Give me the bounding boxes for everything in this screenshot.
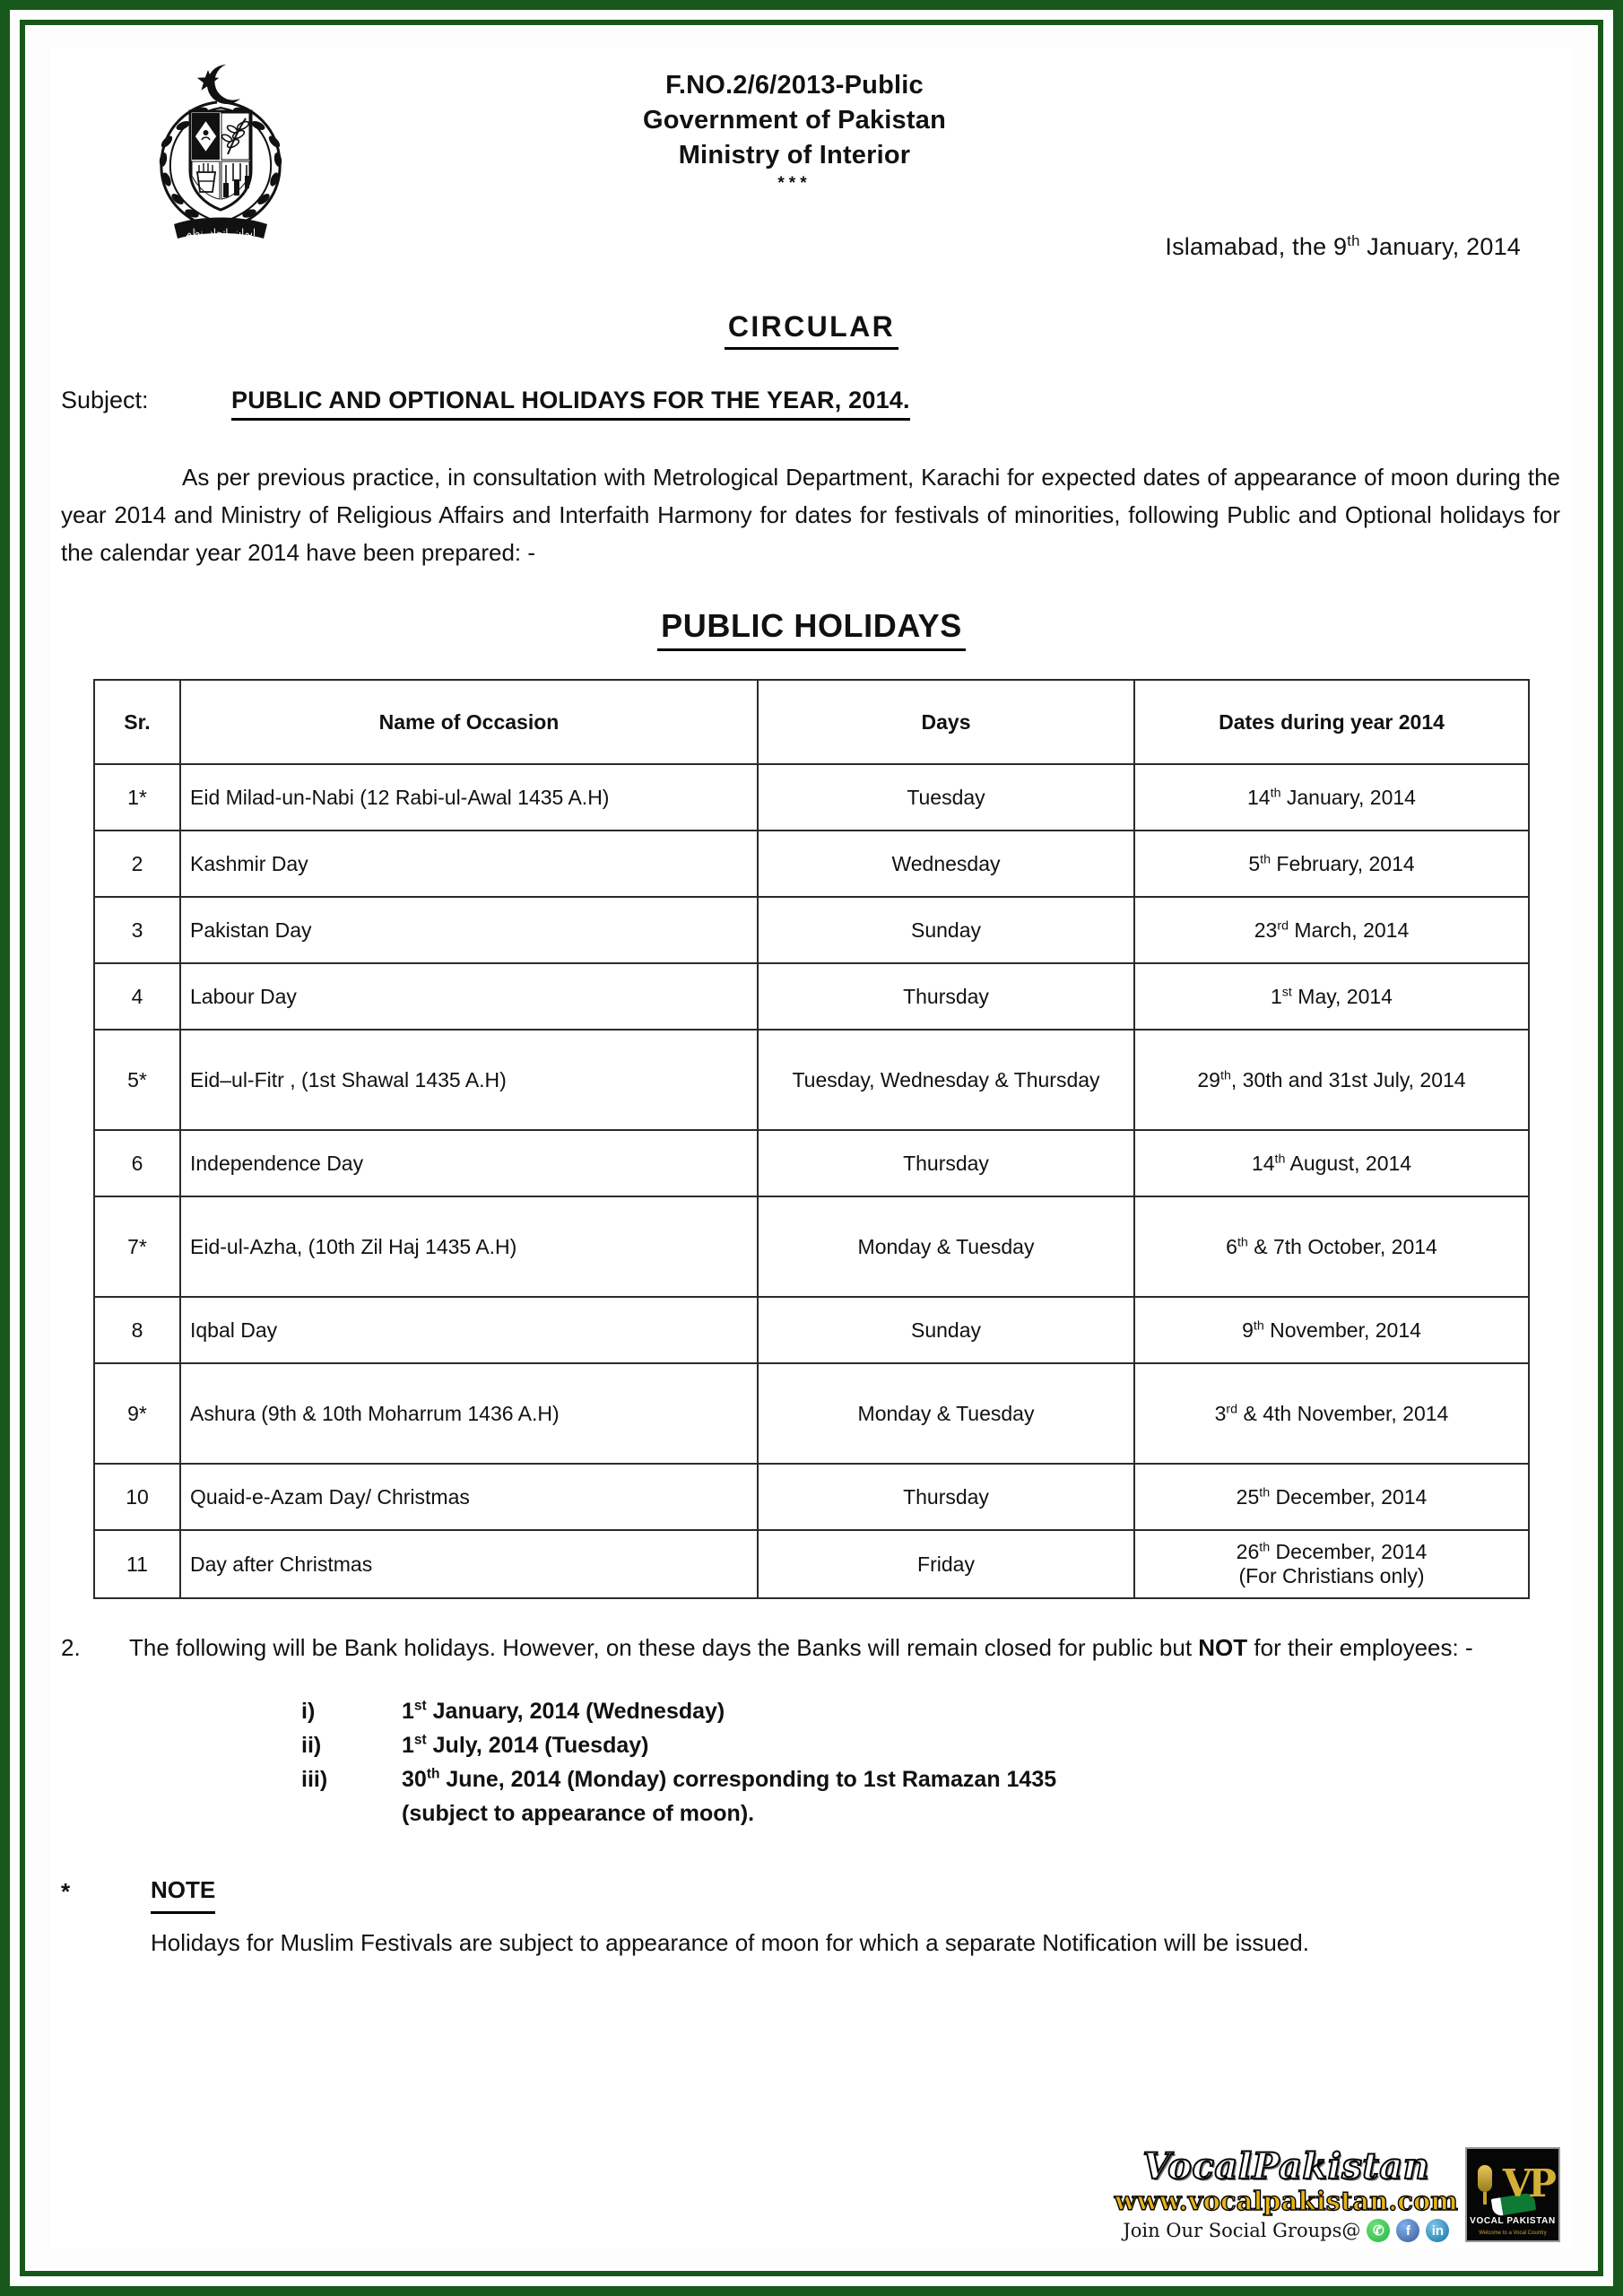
column-header-dates: Dates during year 2014 <box>1134 680 1529 764</box>
cell-date: 29th, 30th and 31st July, 2014 <box>1134 1030 1529 1130</box>
bank-holidays-list <box>50 1694 1573 1831</box>
subject-row <box>50 387 1573 421</box>
table-header-row <box>94 680 1529 764</box>
cell-occasion: Iqbal Day <box>180 1297 758 1363</box>
linkedin-icon[interactable]: in <box>1426 2219 1449 2242</box>
cell-serial: 5* <box>94 1030 180 1130</box>
table-row <box>94 1363 1529 1464</box>
cell-date: 14th January, 2014 <box>1134 764 1529 831</box>
cell-days: Sunday <box>758 897 1134 963</box>
bank-paragraph-part2: for their employees: - <box>1247 1634 1473 1662</box>
ministry-heading-block <box>391 68 1198 192</box>
cell-occasion: Independence Day <box>180 1130 758 1196</box>
list-item-text: 30th June, 2014 (Monday) corresponding to 1st Ramazan 1435 <box>402 1766 1057 1792</box>
cell-date: 23rd March, 2014 <box>1134 897 1529 963</box>
emblem-motto: ایمان، اتحاد، نظم <box>186 228 256 239</box>
dateline-ordinal: th <box>1347 232 1360 249</box>
dateline <box>1165 232 1521 261</box>
cell-days: Thursday <box>758 1130 1134 1196</box>
table-row <box>94 1196 1529 1297</box>
clause-number: 2. <box>61 1634 81 1662</box>
cell-occasion: Kashmir Day <box>180 831 758 897</box>
column-header-name: Name of Occasion <box>180 680 758 764</box>
logo-name: VOCAL PAKISTAN <box>1470 2216 1556 2226</box>
cell-serial: 7* <box>94 1196 180 1297</box>
table-row <box>94 831 1529 897</box>
logo-tagline: Welcome to a Vocal Country <box>1479 2231 1547 2236</box>
list-item-marker: i) <box>301 1698 316 1724</box>
cell-serial: 10 <box>94 1464 180 1530</box>
microphone-icon <box>1478 2165 1492 2192</box>
table-row <box>94 897 1529 963</box>
bank-paragraph-not: NOT <box>1198 1634 1248 1662</box>
logo-monogram: VP <box>1502 2161 1553 2205</box>
cell-serial: 2 <box>94 831 180 897</box>
cell-serial: 8 <box>94 1297 180 1363</box>
note-block <box>50 1872 1573 1961</box>
bank-holidays-paragraph <box>50 1630 1573 1667</box>
note-body: Holidays for Muslim Festivals are subject to appearance of moon for which a separate Notification will be issued. <box>151 1928 1309 1956</box>
table-row <box>94 963 1529 1030</box>
vocal-pakistan-logo <box>1465 2147 1560 2242</box>
list-item <box>301 1762 1573 1796</box>
document-header <box>50 48 1573 273</box>
dateline-suffix: January, 2014 <box>1359 233 1521 260</box>
list-item-continuation: (subject to appearance of moon). <box>402 1800 755 1826</box>
bank-paragraph-part1: The following will be Bank holidays. However, on these days the Banks will remain closed for public but <box>129 1634 1199 1662</box>
document-sheet <box>50 48 1573 2248</box>
note-title: NOTE <box>151 1872 215 1914</box>
intro-paragraph: As per previous practice, in consultation with Metrological Department, Karachi for expected dates of appearance of moon during the year 2014 and Ministry of Religious Affairs and Interfaith Harmony for dates for festivals of minorities, following Public and Optional holidays for the calendar year 2014 have been prepared: - <box>61 464 1560 567</box>
cell-date: 3rd & 4th November, 2014 <box>1134 1363 1529 1464</box>
heading-separator: *** <box>777 173 812 193</box>
cell-occasion: Day after Christmas <box>180 1530 758 1598</box>
note-asterisk: * <box>61 1877 71 1905</box>
cell-date: 6th & 7th October, 2014 <box>1134 1196 1529 1297</box>
table-row <box>94 1464 1529 1530</box>
microphone-stem-icon <box>1483 2192 1487 2205</box>
watermark-join-text: Join Our Social Groups@ <box>1123 2220 1361 2241</box>
public-holidays-table <box>93 679 1530 1599</box>
column-header-days: Days <box>758 680 1134 764</box>
column-header-sr: Sr. <box>94 680 180 764</box>
cell-date: 1st May, 2014 <box>1134 963 1529 1030</box>
cell-days: Friday <box>758 1530 1134 1598</box>
cell-days: Tuesday, Wednesday & Thursday <box>758 1030 1134 1130</box>
cell-days: Wednesday <box>758 831 1134 897</box>
cell-occasion: Pakistan Day <box>180 897 758 963</box>
list-item-marker: ii) <box>301 1732 322 1758</box>
table-row <box>94 1530 1529 1598</box>
cell-days: Thursday <box>758 1464 1134 1530</box>
cell-days: Thursday <box>758 963 1134 1030</box>
cell-occasion: Eid–ul-Fitr , (1st Shawal 1435 A.H) <box>180 1030 758 1130</box>
cell-date: 26th December, 2014 (For Christians only) <box>1134 1530 1529 1598</box>
table-row <box>94 1030 1529 1130</box>
ministry-name: Ministry of Interior <box>678 140 911 170</box>
cell-serial: 11 <box>94 1530 180 1598</box>
cell-date: 5th February, 2014 <box>1134 831 1529 897</box>
list-item-marker: iii) <box>301 1766 328 1792</box>
cell-serial: 4 <box>94 963 180 1030</box>
cell-days: Sunday <box>758 1297 1134 1363</box>
facebook-icon[interactable]: f <box>1396 2219 1419 2242</box>
list-item <box>301 1728 1573 1762</box>
list-item <box>301 1694 1573 1728</box>
cell-date: 25th December, 2014 <box>1134 1464 1529 1530</box>
table-row <box>94 764 1529 831</box>
cell-days: Tuesday <box>758 764 1134 831</box>
cell-serial: 3 <box>94 897 180 963</box>
cell-occasion: Quaid-e-Azam Day/ Christmas <box>180 1464 758 1530</box>
cell-days: Monday & Tuesday <box>758 1363 1134 1464</box>
cell-serial: 9* <box>94 1363 180 1464</box>
cell-occasion: Eid-ul-Azha, (10th Zil Haj 1435 A.H) <box>180 1196 758 1297</box>
dateline-prefix: Islamabad, the 9 <box>1165 233 1348 260</box>
table-row <box>94 1297 1529 1363</box>
cell-occasion: Labour Day <box>180 963 758 1030</box>
cell-date: 9th November, 2014 <box>1134 1297 1529 1363</box>
cell-date: 14th August, 2014 <box>1134 1130 1529 1196</box>
section-title-text: PUBLIC HOLIDAYS <box>657 607 966 651</box>
whatsapp-icon[interactable]: ✆ <box>1367 2219 1390 2242</box>
watermark-texts <box>1114 2144 1458 2242</box>
file-number: F.NO.2/6/2013-Public <box>665 71 924 100</box>
state-emblem-of-pakistan-icon <box>140 56 301 248</box>
table-row <box>94 1130 1529 1196</box>
list-item-text: 1st July, 2014 (Tuesday) <box>402 1732 649 1758</box>
circular-title <box>50 310 1573 344</box>
watermark-social-row <box>1115 2219 1458 2242</box>
government-name: Government of Pakistan <box>643 105 946 135</box>
subject-value: PUBLIC AND OPTIONAL HOLIDAYS FOR THE YEAR, 2014. <box>231 387 910 421</box>
circular-title-text: CIRCULAR <box>725 310 898 350</box>
vocal-pakistan-watermark <box>1114 2144 1560 2242</box>
page-green-inner-border <box>20 20 1603 2276</box>
watermark-url[interactable]: www.vocalpakistan.com <box>1114 2185 1458 2216</box>
list-item-text: 1st January, 2014 (Wednesday) <box>402 1698 725 1724</box>
section-title <box>50 607 1573 645</box>
cell-serial: 1* <box>94 764 180 831</box>
subject-label: Subject: <box>61 387 149 413</box>
cell-occasion: Eid Milad-un-Nabi (12 Rabi-ul-Awal 1435 A.H) <box>180 764 758 831</box>
cell-serial: 6 <box>94 1130 180 1196</box>
cell-days: Monday & Tuesday <box>758 1196 1134 1297</box>
watermark-brand: VocalPakistan <box>1142 2144 1430 2187</box>
cell-occasion: Ashura (9th & 10th Moharrum 1436 A.H) <box>180 1363 758 1464</box>
